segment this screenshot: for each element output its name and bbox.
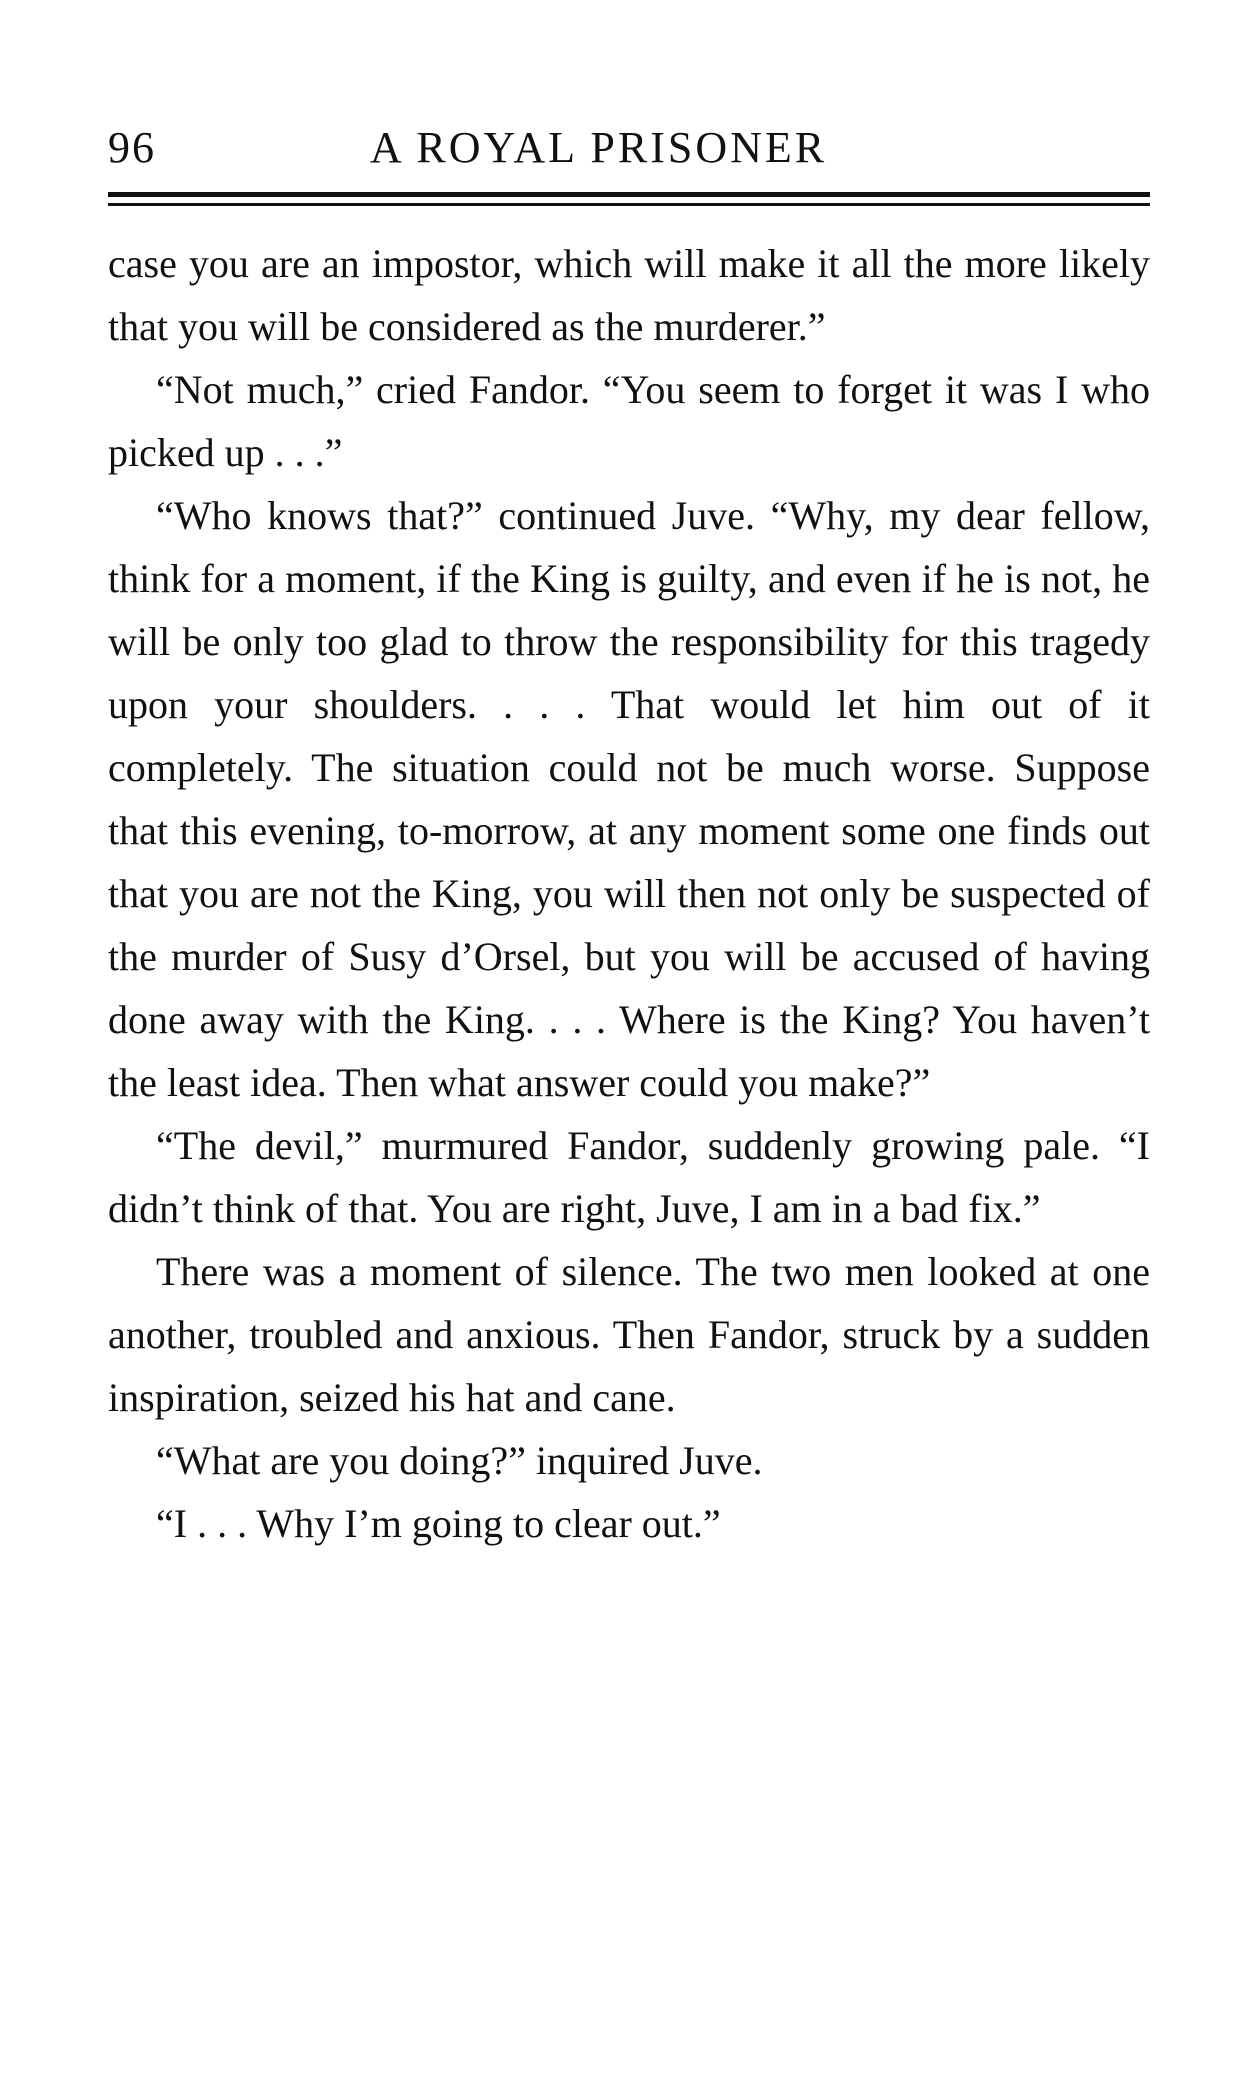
paragraph: There was a moment of silence. The two men looked at one another, troubled and anxious. Then Fandor, struck by a sudden inspiration, seized his hat and cane. — [108, 1249, 1150, 1420]
paragraph: case you are an impostor, which will make it all the more likely that you will be considered as the murderer.” — [108, 241, 1150, 349]
page-number: 96 — [108, 123, 156, 172]
header-rule — [108, 192, 1150, 206]
book-title: A ROYAL PRISONER — [370, 123, 828, 172]
running-head — [108, 118, 1150, 178]
paragraph: “What are you doing?” inquired Juve. — [156, 1438, 763, 1483]
book-page — [108, 0, 1150, 2078]
paragraph: “The devil,” murmured Fandor, suddenly growing pale. “I didn’t think of that. You are right, Juve, I am in a bad fix.” — [108, 1123, 1150, 1231]
body-text — [108, 232, 1150, 1555]
paragraph: “Who knows that?” continued Juve. “Why, my dear fellow, think for a moment, if the King is guilty, and even if he is not, he will be only too glad to throw the responsibility for this tragedy upon your shoulders. . . . That would let him out of it completely. The situation could not be much worse. Suppose that this evening, to-morrow, at any moment some one finds out that you are not the King, you will then not only be suspected of the murder of Susy d’Orsel, but you will be accused of having done away with the King. . . . Where is the King? You haven’t the least idea. Then what answer could you make?” — [108, 493, 1150, 1105]
paragraph: “Not much,” cried Fandor. “You seem to forget it was I who picked up . . .” — [108, 367, 1150, 475]
paragraph: “I . . . Why I’m going to clear out.” — [156, 1501, 721, 1546]
